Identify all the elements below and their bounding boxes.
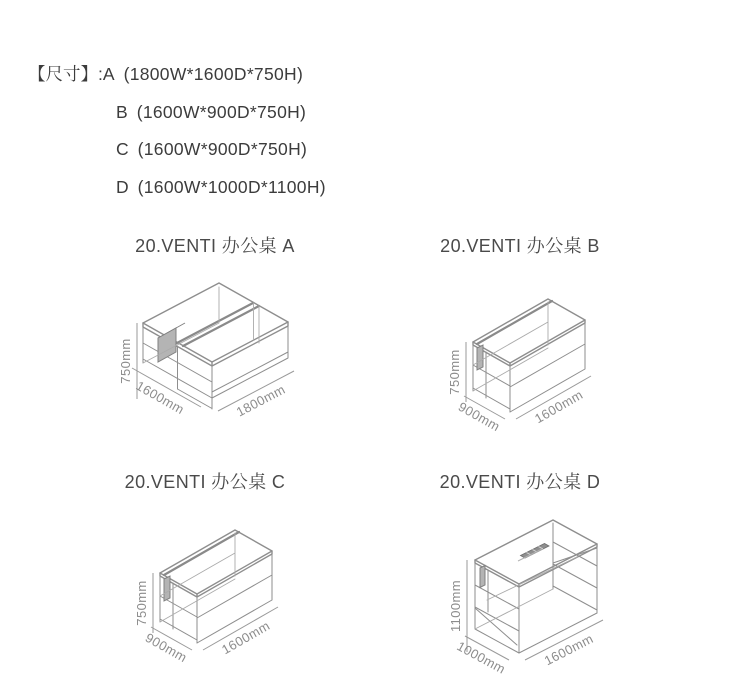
desk-a-depth-label: 1600mm xyxy=(133,377,187,418)
desk-a-height-label: 750mm xyxy=(118,338,133,384)
desk-c-width-label: 1600mm xyxy=(219,617,273,658)
desk-b-height-label: 750mm xyxy=(447,349,462,395)
desk-d-drawing xyxy=(427,512,697,687)
desk-d-height-label: 1100mm xyxy=(448,579,463,633)
desk-b-bracket xyxy=(477,345,483,370)
spec-dims-a: (1800W*1600D*750H) xyxy=(123,64,304,84)
desk-d-depth-label: 1000mm xyxy=(454,638,509,677)
figure-title-b: 20.VENTI 办公桌 B xyxy=(440,236,600,256)
desk-d-bracket xyxy=(480,566,485,588)
desk-c-bracket xyxy=(164,576,170,601)
figure-title-d: 20.VENTI 办公桌 D xyxy=(439,472,601,492)
spec-model-a: A xyxy=(102,64,115,84)
figure-title-c: 20.VENTI 办公桌 C xyxy=(124,472,286,492)
desk-b-dimensions xyxy=(447,342,591,434)
desk-c-height-label: 750mm xyxy=(134,580,149,626)
dimension-spec-block xyxy=(28,56,326,206)
desk-d-dimensions xyxy=(448,560,603,677)
spec-dims-d: (1600W*1000D*1100H) xyxy=(137,176,326,197)
figure-title-a: 20.VENTI 办公桌 A xyxy=(135,236,295,256)
spec-line-a xyxy=(28,56,326,94)
desk-d-width-label: 1600mm xyxy=(541,630,596,669)
desk-b-drawing xyxy=(410,295,670,445)
spec-dims-c: (1600W*900D*750H) xyxy=(137,139,308,159)
spec-line-c xyxy=(28,131,326,169)
desk-b-depth-label: 900mm xyxy=(455,398,503,435)
spec-model-b: B xyxy=(116,101,128,122)
spec-label: 【尺寸】: xyxy=(28,64,103,84)
desk-c-depth-label: 900mm xyxy=(142,629,190,666)
spec-model-d: D xyxy=(116,176,129,197)
desk-c-dimensions xyxy=(134,573,278,665)
spec-line-d xyxy=(28,169,326,207)
desk-a-drawing xyxy=(100,268,370,433)
desk-d-vent-slot xyxy=(518,544,549,562)
spec-model-c: C xyxy=(116,139,129,159)
desk-b-width-label: 1600mm xyxy=(532,386,586,427)
desk-c-drawing xyxy=(97,526,357,676)
spec-dims-b: (1600W*900D*750H) xyxy=(136,101,307,122)
spec-line-b xyxy=(28,94,326,132)
desk-a-width-label: 1800mm xyxy=(233,381,288,420)
desk-a-cable-box xyxy=(158,323,185,362)
desk-d-left-frame xyxy=(475,563,519,653)
